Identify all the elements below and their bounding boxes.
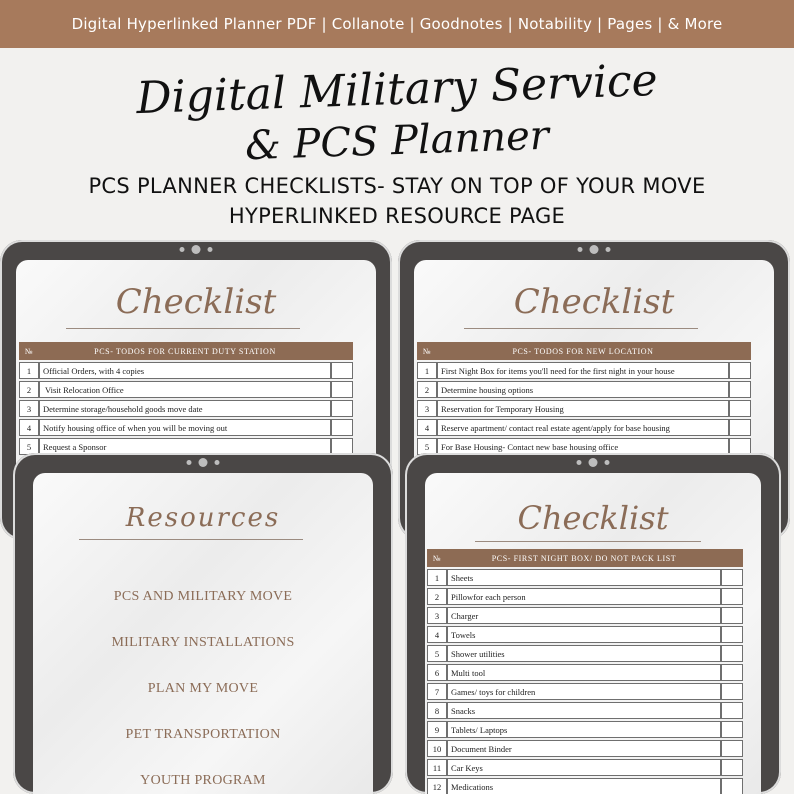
subtitle-line2: HYPERLINKED RESOURCE PAGE xyxy=(228,204,566,228)
resource-link[interactable]: PLAN MY MOVE xyxy=(147,681,259,696)
checklist-row xyxy=(427,683,743,700)
resource-link[interactable]: PET TRANSPORTATION xyxy=(125,727,281,742)
row-text: Pillowfor each person xyxy=(447,588,721,605)
table-title: PCS- TODOS FOR NEW LOCATION xyxy=(437,342,729,360)
row-checkbox[interactable] xyxy=(721,702,743,719)
row-checkbox[interactable] xyxy=(729,419,751,436)
checklist-row xyxy=(427,740,743,757)
tablet-screen xyxy=(33,473,373,794)
row-text: Multi tool xyxy=(447,664,721,681)
row-checkbox[interactable] xyxy=(331,400,353,417)
col-check-header xyxy=(721,549,743,567)
checklist-row xyxy=(19,400,353,417)
camera-dots xyxy=(180,245,213,254)
row-text: Determine storage/household goods move date xyxy=(39,400,331,417)
resource-link[interactable]: MILITARY INSTALLATIONS xyxy=(111,635,295,650)
row-checkbox[interactable] xyxy=(721,626,743,643)
row-number: 2 xyxy=(427,588,447,605)
checklist-row xyxy=(427,664,743,681)
checklist-row xyxy=(417,419,751,436)
row-text: Reserve apartment/ contact real estate agent/apply for base housing xyxy=(437,419,729,436)
first-night-box-table xyxy=(427,547,743,794)
table-title: PCS- TODOS FOR CURRENT DUTY STATION xyxy=(39,342,331,360)
checklist-row xyxy=(417,362,751,379)
row-text: Shower utilities xyxy=(447,645,721,662)
table-title: PCS- FIRST NIGHT BOX/ DO NOT PACK LIST xyxy=(447,549,721,567)
row-number: 1 xyxy=(427,569,447,586)
row-checkbox[interactable] xyxy=(721,721,743,738)
col-check-header xyxy=(331,342,353,360)
row-number: 7 xyxy=(427,683,447,700)
row-text: Medications xyxy=(447,778,721,794)
col-check-header xyxy=(729,342,751,360)
checklist-heading: Checklist xyxy=(115,282,277,322)
checklist-row xyxy=(427,759,743,776)
heading-divider xyxy=(464,328,698,329)
row-text: Games/ toys for children xyxy=(447,683,721,700)
subtitle-line1: PCS PLANNER CHECKLISTS- STAY ON TOP OF YOUR MOVE xyxy=(88,174,706,198)
camera-dots xyxy=(577,458,610,467)
heading-divider xyxy=(79,539,303,540)
row-checkbox[interactable] xyxy=(721,683,743,700)
main-title-line2: & PCS Planner xyxy=(244,112,550,170)
camera-dots xyxy=(187,458,220,467)
row-number: 1 xyxy=(19,362,39,379)
top-banner xyxy=(0,0,794,48)
camera-dots xyxy=(578,245,611,254)
row-text: Visit Relocation Office xyxy=(39,381,331,398)
row-number: 5 xyxy=(427,645,447,662)
row-text: Charger xyxy=(447,607,721,624)
checklist-row xyxy=(19,419,353,436)
tablet-screen xyxy=(425,473,761,794)
row-number: 4 xyxy=(427,626,447,643)
row-checkbox[interactable] xyxy=(729,400,751,417)
row-number: 3 xyxy=(417,400,437,417)
row-text: Official Orders, with 4 copies xyxy=(39,362,331,379)
heading-divider xyxy=(66,328,300,329)
tablet-first-night-box xyxy=(405,453,781,794)
checklist-row xyxy=(427,721,743,738)
main-title-line1: Digital Military Service xyxy=(135,54,659,125)
checklist-row xyxy=(417,381,751,398)
row-text: Document Binder xyxy=(447,740,721,757)
row-number: 10 xyxy=(427,740,447,757)
row-text: Snacks xyxy=(447,702,721,719)
row-number: 3 xyxy=(19,400,39,417)
row-text: Car Keys xyxy=(447,759,721,776)
checklist-row xyxy=(19,362,353,379)
row-number: 8 xyxy=(427,702,447,719)
row-checkbox[interactable] xyxy=(721,740,743,757)
row-number: 5 xyxy=(417,438,437,455)
checklist-row xyxy=(427,645,743,662)
row-checkbox[interactable] xyxy=(721,569,743,586)
row-checkbox[interactable] xyxy=(331,381,353,398)
checklist-row xyxy=(427,588,743,605)
row-text: For Base Housing- Contact new base housing office xyxy=(437,438,729,455)
row-number: 4 xyxy=(19,419,39,436)
row-number: 11 xyxy=(427,759,447,776)
row-checkbox[interactable] xyxy=(721,664,743,681)
row-checkbox[interactable] xyxy=(331,362,353,379)
row-text: Reservation for Temporary Housing xyxy=(437,400,729,417)
tablet-resources xyxy=(13,453,393,794)
heading-divider xyxy=(475,541,701,542)
checklist-heading: Checklist xyxy=(513,282,675,322)
row-text: Notify housing office of when you will be moving out xyxy=(39,419,331,436)
row-text: Sheets xyxy=(447,569,721,586)
row-number: 1 xyxy=(417,362,437,379)
row-text: First Night Box for items you'll need for the first night in your house xyxy=(437,362,729,379)
row-checkbox[interactable] xyxy=(729,381,751,398)
checklist-row xyxy=(427,626,743,643)
new-location-table xyxy=(417,340,751,457)
row-number: 4 xyxy=(417,419,437,436)
resources-heading: Resources xyxy=(125,503,281,533)
row-number: 9 xyxy=(427,721,447,738)
banner-text: Digital Hyperlinked Planner PDF | Collanote | Goodnotes | Notability | Pages | & More xyxy=(71,15,723,33)
current-duty-station-table xyxy=(19,340,353,457)
row-number: 5 xyxy=(19,438,39,455)
row-checkbox[interactable] xyxy=(721,588,743,605)
row-checkbox[interactable] xyxy=(721,778,743,794)
row-number: 6 xyxy=(427,664,447,681)
row-number: 12 xyxy=(427,778,447,794)
checklist-row xyxy=(427,607,743,624)
row-text: Request a Sponsor xyxy=(39,438,331,455)
col-number-header: № xyxy=(417,342,437,360)
checklist-row xyxy=(427,569,743,586)
row-checkbox[interactable] xyxy=(331,419,353,436)
checklist-row xyxy=(19,381,353,398)
row-text: Tablets/ Laptops xyxy=(447,721,721,738)
row-number: 3 xyxy=(427,607,447,624)
row-text: Determine housing options xyxy=(437,381,729,398)
checklist-row xyxy=(427,702,743,719)
resource-link[interactable]: PCS AND MILITARY MOVE xyxy=(113,589,293,604)
row-number: 2 xyxy=(19,381,39,398)
row-checkbox[interactable] xyxy=(729,362,751,379)
row-number: 2 xyxy=(417,381,437,398)
row-text: Towels xyxy=(447,626,721,643)
col-number-header: № xyxy=(19,342,39,360)
row-checkbox[interactable] xyxy=(721,607,743,624)
row-checkbox[interactable] xyxy=(721,645,743,662)
checklist-heading: Checklist xyxy=(517,499,669,537)
checklist-row xyxy=(427,778,743,794)
resource-link[interactable]: YOUTH PROGRAM xyxy=(140,773,266,788)
checklist-row xyxy=(417,400,751,417)
col-number-header: № xyxy=(427,549,447,567)
row-checkbox[interactable] xyxy=(721,759,743,776)
